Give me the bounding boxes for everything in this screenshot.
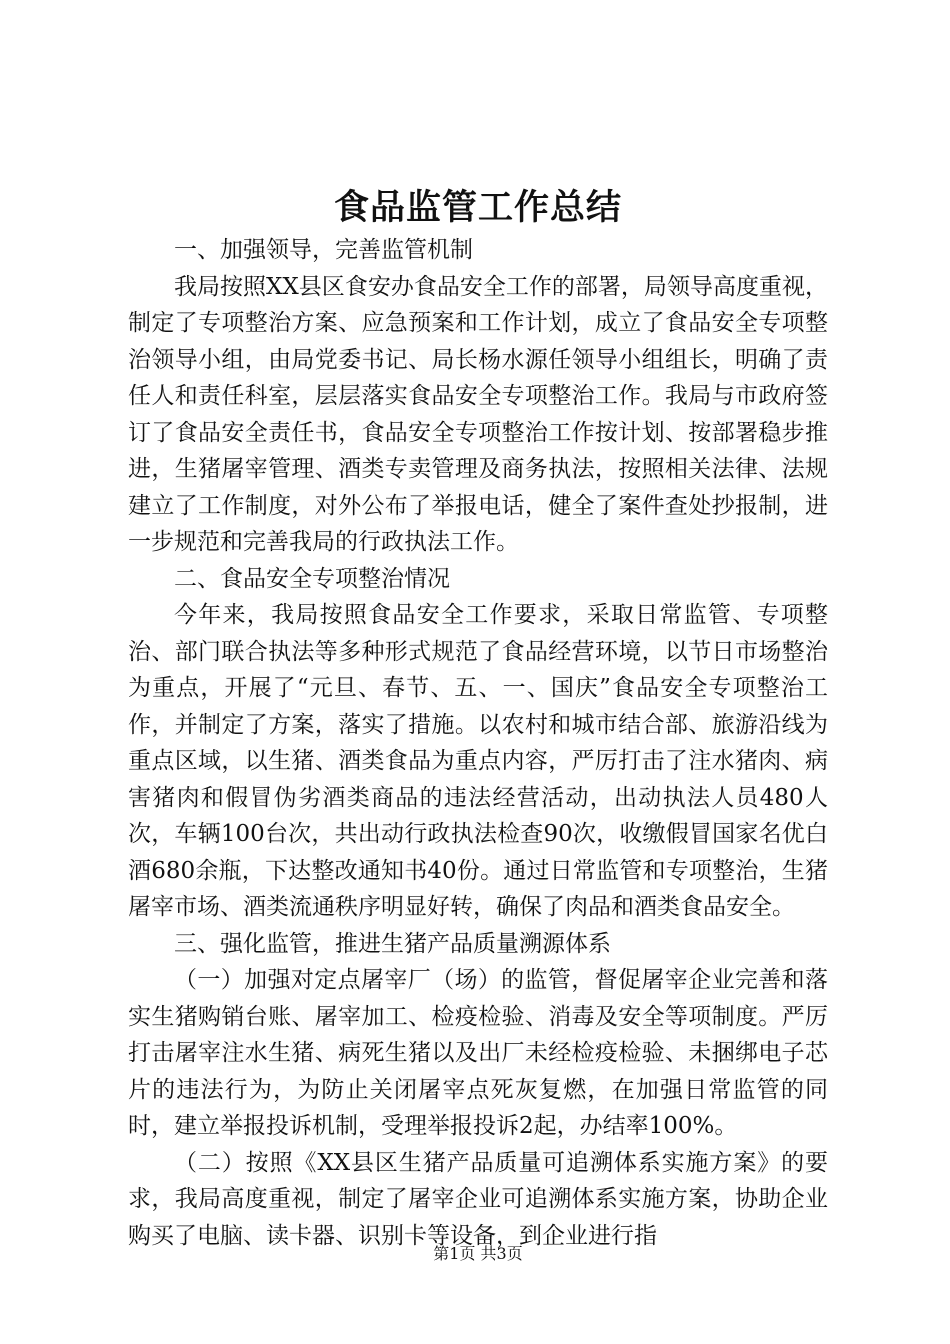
section-heading-1: 一、加强领导，完善监管机制 (174, 237, 473, 263)
document-page (128, 0, 828, 1344)
page-footer: 第1页 共3页 (433, 1244, 523, 1263)
paragraph-1: 我局按照XX县区食安办食品安全工作的部署，局领导高度重视，制定了专项整治方案、应急预案和工作计划，成立了食品安全专项整治领导小组，由局党委书记、局长杨水源任领导小组组长，明确了责任人和责任科室，层层落实食品安全专项整治工作。我局与市政府签订了食品安全责任书，食品安全专项整治工作按计划、按部署稳步推进，生猪屠宰管理、酒类专卖管理及商务执法，按照相关法律、法规建立了工作制度，对外公布了举报电话，健全了案件查处抄报制，进一步规范和完善我局的行政执法工作。 (128, 273, 828, 555)
document-title: 食品监管工作总结 (333, 187, 622, 228)
paragraph-2: 今年来，我局按照食品安全工作要求，采取日常监管、专项整治、部门联合执法等多种形式规范了食品经营环境，以节日市场整治为重点，开展了“元旦、春节、五、一、国庆”食品安全专项整治工作，并制定了方案，落实了措施。以农村和城市结合部、旅游沿线为重点区域，以生猪、酒类食品为重点内容，严厉打击了注水猪肉、病害猪肉和假冒伪劣酒类商品的违法经营活动，出动执法人员480人次，车辆100台次，共出动行政执法检查90次，收缴假冒国家名优白酒680余瓶，下达整改通知书40份。通过日常监管和专项整治，生猪屠宰市场、酒类流通秩序明显好转，确保了肉品和酒类食品安全。 (128, 602, 828, 920)
document-body (128, 232, 828, 1254)
paragraph-4: （二）按照《XX县区生猪产品质量可追溯体系实施方案》的要求，我局高度重视，制定了屠宰企业可追溯体系实施方案，协助企业购买了电脑、读卡器、识别卡等设备，到企业进行指 (128, 1149, 828, 1249)
section-heading-3: 三、强化监管，推进生猪产品质量溯源体系 (174, 930, 611, 957)
section-heading-2: 二、食品安全专项整治情况 (174, 565, 450, 592)
paragraph-3: （一）加强对定点屠宰厂（场）的监管，督促屠宰企业完善和落实生猪购销台账、屠宰加工、检疫检验、消毒及安全等项制度。严厉打击屠宰注水生猪、病死生猪以及出厂未经检疫检验、未捆绑电子芯片的违法行为，为防止关闭屠宰点死灰复燃，在加强日常监管的同时，建立举报投诉机制，受理举报投诉2起，办结率100%。 (128, 967, 828, 1139)
